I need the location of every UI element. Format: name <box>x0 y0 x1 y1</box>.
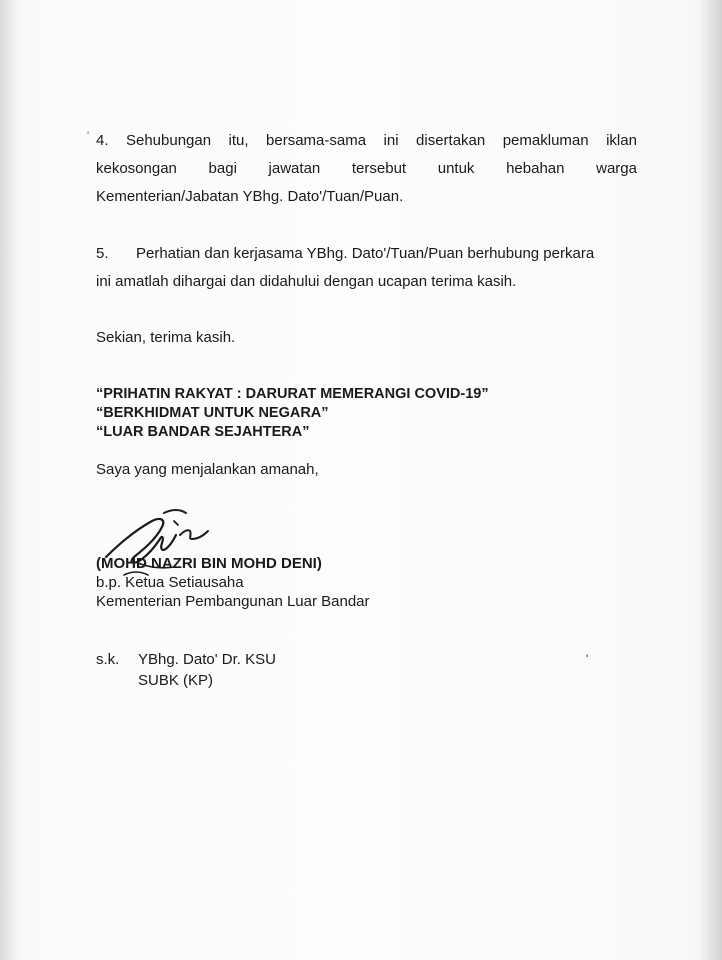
p4l1-word: itu, <box>228 132 249 149</box>
p4l2-word: jawatan <box>268 160 321 177</box>
motto-line-2: “BERKHIDMAT UNTUK NEGARA” <box>96 405 329 421</box>
paragraph-number: 5. <box>96 245 109 262</box>
p4l2-word: untuk <box>437 160 475 177</box>
p4l2-word: kekosongan <box>96 160 177 177</box>
p4l2-word: tersebut <box>351 160 407 177</box>
motto-line-3: “LUAR BANDAR SEJAHTERA” <box>96 424 310 440</box>
paragraph-4 <box>96 127 637 211</box>
signatory-block <box>96 554 370 611</box>
page-edge-shadow-left <box>0 0 18 960</box>
margin-tick-mark: ' <box>87 130 90 142</box>
signatory-ministry: Kementerian Pembangunan Luar Bandar <box>96 593 370 610</box>
copy-to-recipient: YBhg. Dato' Dr. KSU <box>138 651 276 668</box>
signatory-role: b.p. Ketua Setiausaha <box>96 574 244 591</box>
p4l1-word: pemakluman <box>502 132 589 149</box>
paragraph-number: 4. <box>96 132 109 149</box>
paragraph-5-line-1 <box>96 240 637 268</box>
paragraph-5-line-2: ini amatlah dihargai dan didahului dengan ucapan terima kasih. <box>96 273 517 290</box>
motto-line-1: “PRIHATIN RAKYAT : DARURAT MEMERANGI COVID-19” <box>96 386 489 402</box>
p4l1-word: Sehubungan <box>125 132 212 149</box>
trust-line: Saya yang menjalankan amanah, <box>96 461 319 478</box>
signatory-name: (MOHD NAZRI BIN MOHD DENI) <box>96 555 322 572</box>
paragraph-5-line-1-text: Perhatian dan kerjasama YBhg. Dato'/Tuan/Puan berhubung perkara <box>136 245 595 262</box>
motto-block <box>96 385 489 442</box>
closing-line: Sekian, terima kasih. <box>96 329 236 346</box>
p4l1-word: bersama-sama <box>266 132 367 149</box>
p4l1-word: iklan <box>606 132 637 149</box>
p4l1-word: disertakan <box>416 132 486 149</box>
p4l2-word: hebahan <box>506 160 565 177</box>
copy-to-label: s.k. <box>96 651 120 668</box>
page-edge-shadow-right <box>700 0 722 960</box>
paragraph-4-line-2 <box>96 155 637 183</box>
paragraph-5 <box>96 240 637 296</box>
p4l2-word: bagi <box>208 160 237 177</box>
copy-to-line-1 <box>96 649 276 670</box>
paragraph-4-line-1 <box>96 127 637 155</box>
copy-to-recipient: SUBK (KP) <box>138 672 214 689</box>
copy-to-block <box>96 649 276 691</box>
p4l2-word: warga <box>596 160 637 177</box>
paragraph-4-line-3: Kementerian/Jabatan YBhg. Dato'/Tuan/Puan. <box>96 188 404 205</box>
stray-pen-mark: ' <box>586 652 589 666</box>
p4l1-word: ini <box>383 132 399 149</box>
